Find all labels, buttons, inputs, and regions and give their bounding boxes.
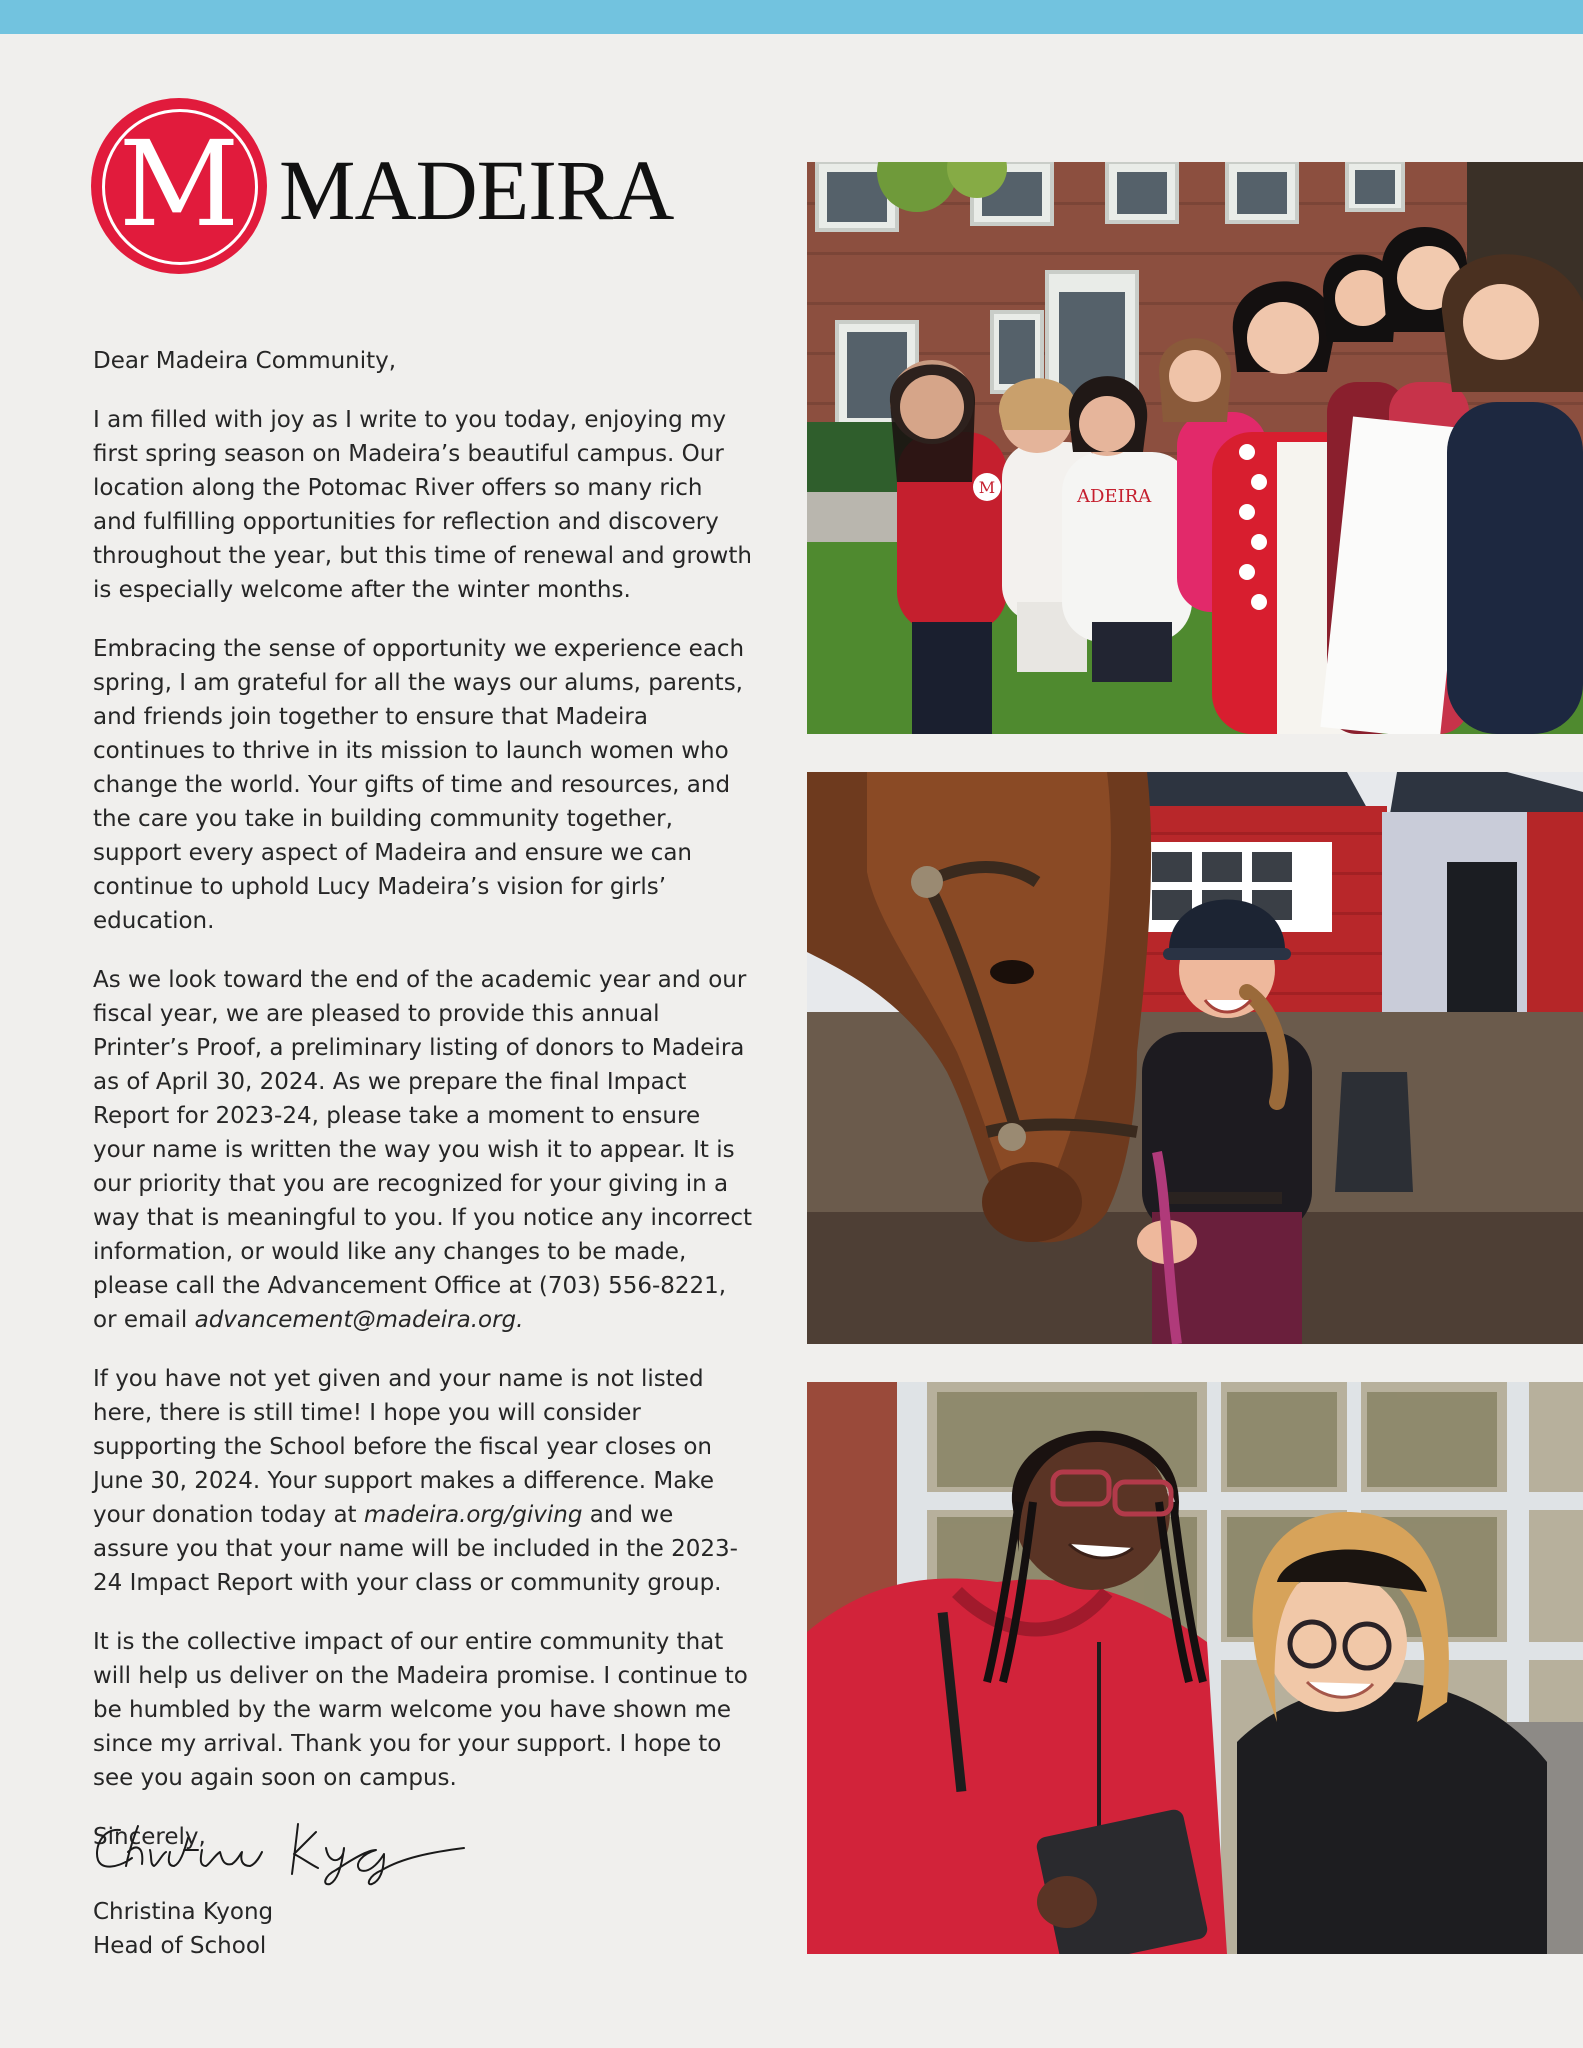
letter-paragraph-4-text-a: If you have not yet given and your name is not listed here, there is still time! I hope you will consider supporting the School before the fiscal year closes on June 30, 2024. Your support makes a difference. Make your donation today at: [93, 1366, 714, 1528]
signer-block: [93, 1895, 273, 1963]
giving-url-link[interactable]: madeira.org/giving: [363, 1502, 583, 1528]
badge-letter: M: [978, 478, 996, 497]
letter-paragraph-2: Embracing the sense of opportunity we experience each spring, I am grateful for all the ways our alums, parents, and friends join together to ensure that Madeira continues to thrive in its mission to launch women who change the world. Your gifts of time and resources, and the care you take in building community together, support every aspect of Madeira and ensure we can continue to uphold Lucy Madeira’s vision for girls’ education.: [93, 636, 745, 934]
signer-title: Head of School: [93, 1933, 267, 1959]
group-photo: [807, 162, 1583, 734]
horse-rider-photo: [807, 772, 1583, 1344]
letter-salutation: Dear Madeira Community,: [93, 348, 397, 374]
logo-wordmark: MADEIRA: [279, 142, 674, 238]
letter-body: [93, 344, 753, 1879]
advancement-email-link[interactable]: advancement@madeira.org.: [194, 1307, 524, 1333]
logo-emblem-letter: M: [118, 115, 240, 253]
top-accent-bar: [0, 0, 1583, 34]
logo-emblem: [93, 100, 265, 272]
two-students-photo: [807, 1382, 1583, 1954]
letter-sign-off: Sincerely,: [93, 1824, 206, 1850]
signer-name: Christina Kyong: [93, 1899, 274, 1925]
letter-paragraph-3: [93, 963, 753, 1337]
letter-paragraph-3-text: As we look toward the end of the academic year and our fiscal year, we are pleased to provide this annual Printer’s Proof, a preliminary listing of donors to Madeira as of April 30, 2024. As we prepare the final Impact Report for 2023-24, please take a moment to ensure your name is written the way you wish it to appear. It is our priority that you are recognized for your giving in a way that is meaningful to you. If you notice any incorrect information, or would like any changes to be made, please call the Advancement Office at (703) 556-8221, or email: [93, 967, 753, 1333]
letter-paragraph-5: It is the collective impact of our entire community that will help us deliver on the Madeira promise. I continue to be humbled by the warm welcome you have shown me since my arrival. Thank you for your support. I hope to see you again soon on campus.: [93, 1629, 748, 1791]
letter-paragraph-1: I am filled with joy as I write to you today, enjoying my first spring season on Madeira’s beautiful campus. Our location along the Potomac River offers so many rich and fulfilling opportunities for reflection and discovery throughout the year, but this time of renewal and growth is especially welcome after the winter months.: [93, 407, 752, 603]
letter-paragraph-4-text-b: and we assure you that your name will be included in the 2023-24 Impact Report with your class or community group.: [93, 1502, 738, 1596]
shirt-text: ADEIRA: [1077, 486, 1152, 507]
letter-paragraph-4: [93, 1362, 753, 1600]
handwritten-signature: [92, 1808, 472, 1888]
madeira-logo: [93, 100, 674, 276]
